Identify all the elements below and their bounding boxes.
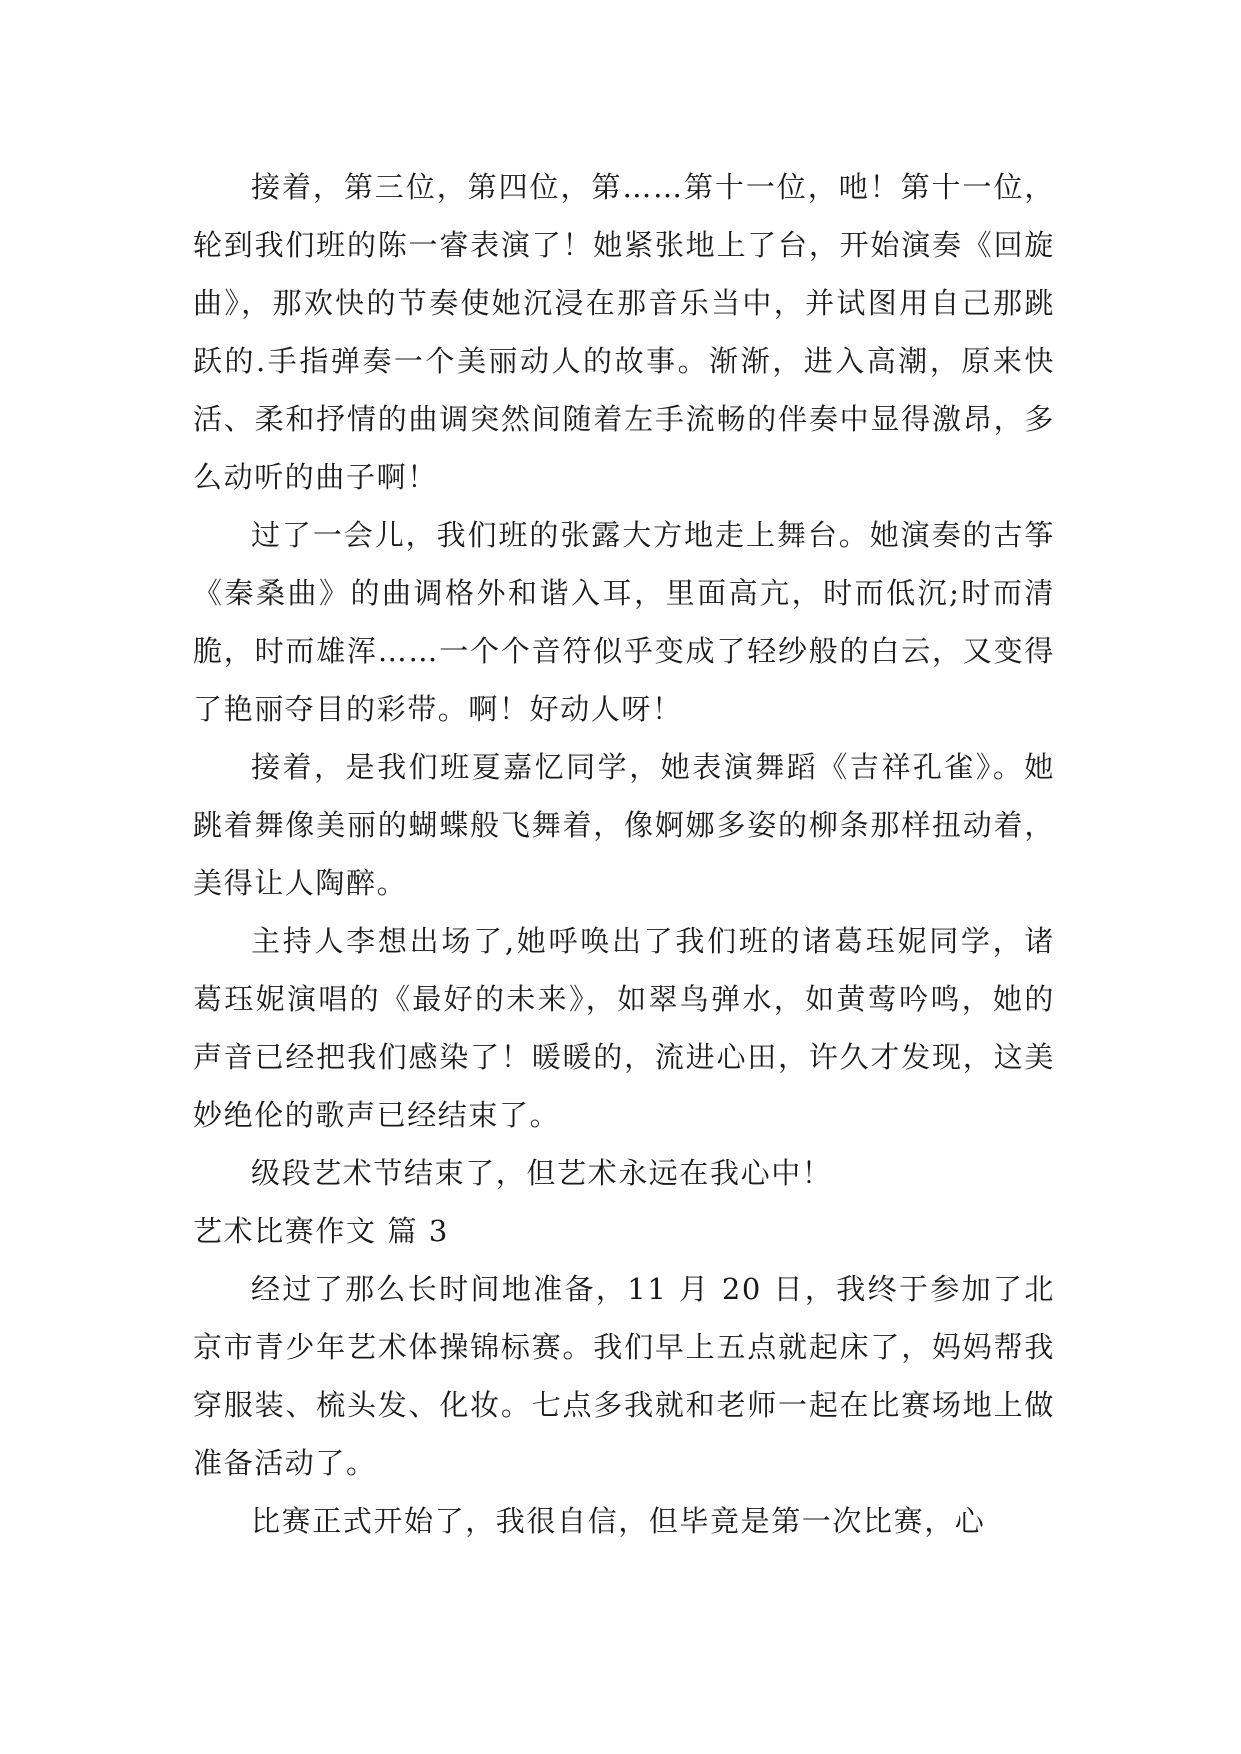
paragraph-performance-zhuge: 主持人李想出场了,她呼唤出了我们班的诸葛珏妮同学，诸葛珏妮演唱的《最好的未来》，如翠鸟弹水，如黄莺吟鸣，她的声音已经把我们感染了！暖暖的，流进心田，许久才发现，这美妙绝伦的歌声已经结束了。 [193, 924, 1055, 1132]
paragraph-conclusion: 级段艺术节结束了，但艺术永远在我心中！ [251, 1156, 833, 1190]
document-body [193, 158, 1055, 1550]
paragraph-competition-start: 比赛正式开始了，我很自信，但毕竟是第一次比赛，心 [251, 1504, 986, 1538]
section-heading: 艺术比赛作文 篇 3 [193, 1214, 449, 1248]
paragraph-performance-xia: 接着，是我们班夏嘉忆同学，她表演舞蹈《吉祥孔雀》。她跳着舞像美丽的蝴蝶般飞舞着，像婀娜多姿的柳条那样扭动着，美得让人陶醉。 [193, 750, 1055, 900]
paragraph-performance-chen: 接着，第三位，第四位，第……第十一位，吔！第十一位，轮到我们班的陈一睿表演了！她紧张地上了台，开始演奏《回旋曲》，那欢快的节奏使她沉浸在那音乐当中，并试图用自己那跳跃的.手指弹奏一个美丽动人的故事。渐渐，进入高潮，原来快活、柔和抒情的曲调突然间随着左手流畅的伴奏中显得激昂，多么动听的曲子啊！ [193, 170, 1055, 494]
paragraph-competition-prep: 经过了那么长时间地准备，11 月 20 日，我终于参加了北京市青少年艺术体操锦标赛。我们早上五点就起床了，妈妈帮我穿服装、梳头发、化妆。七点多我就和老师一起在比赛场地上做准备活动了。 [193, 1272, 1055, 1480]
paragraph-performance-zhang: 过了一会儿，我们班的张露大方地走上舞台。她演奏的古筝《秦桑曲》的曲调格外和谐入耳，里面高亢，时而低沉;时而清脆，时而雄浑……一个个音符似乎变成了轻纱般的白云，又变得了艳丽夺目的彩带。啊！好动人呀！ [193, 518, 1055, 726]
